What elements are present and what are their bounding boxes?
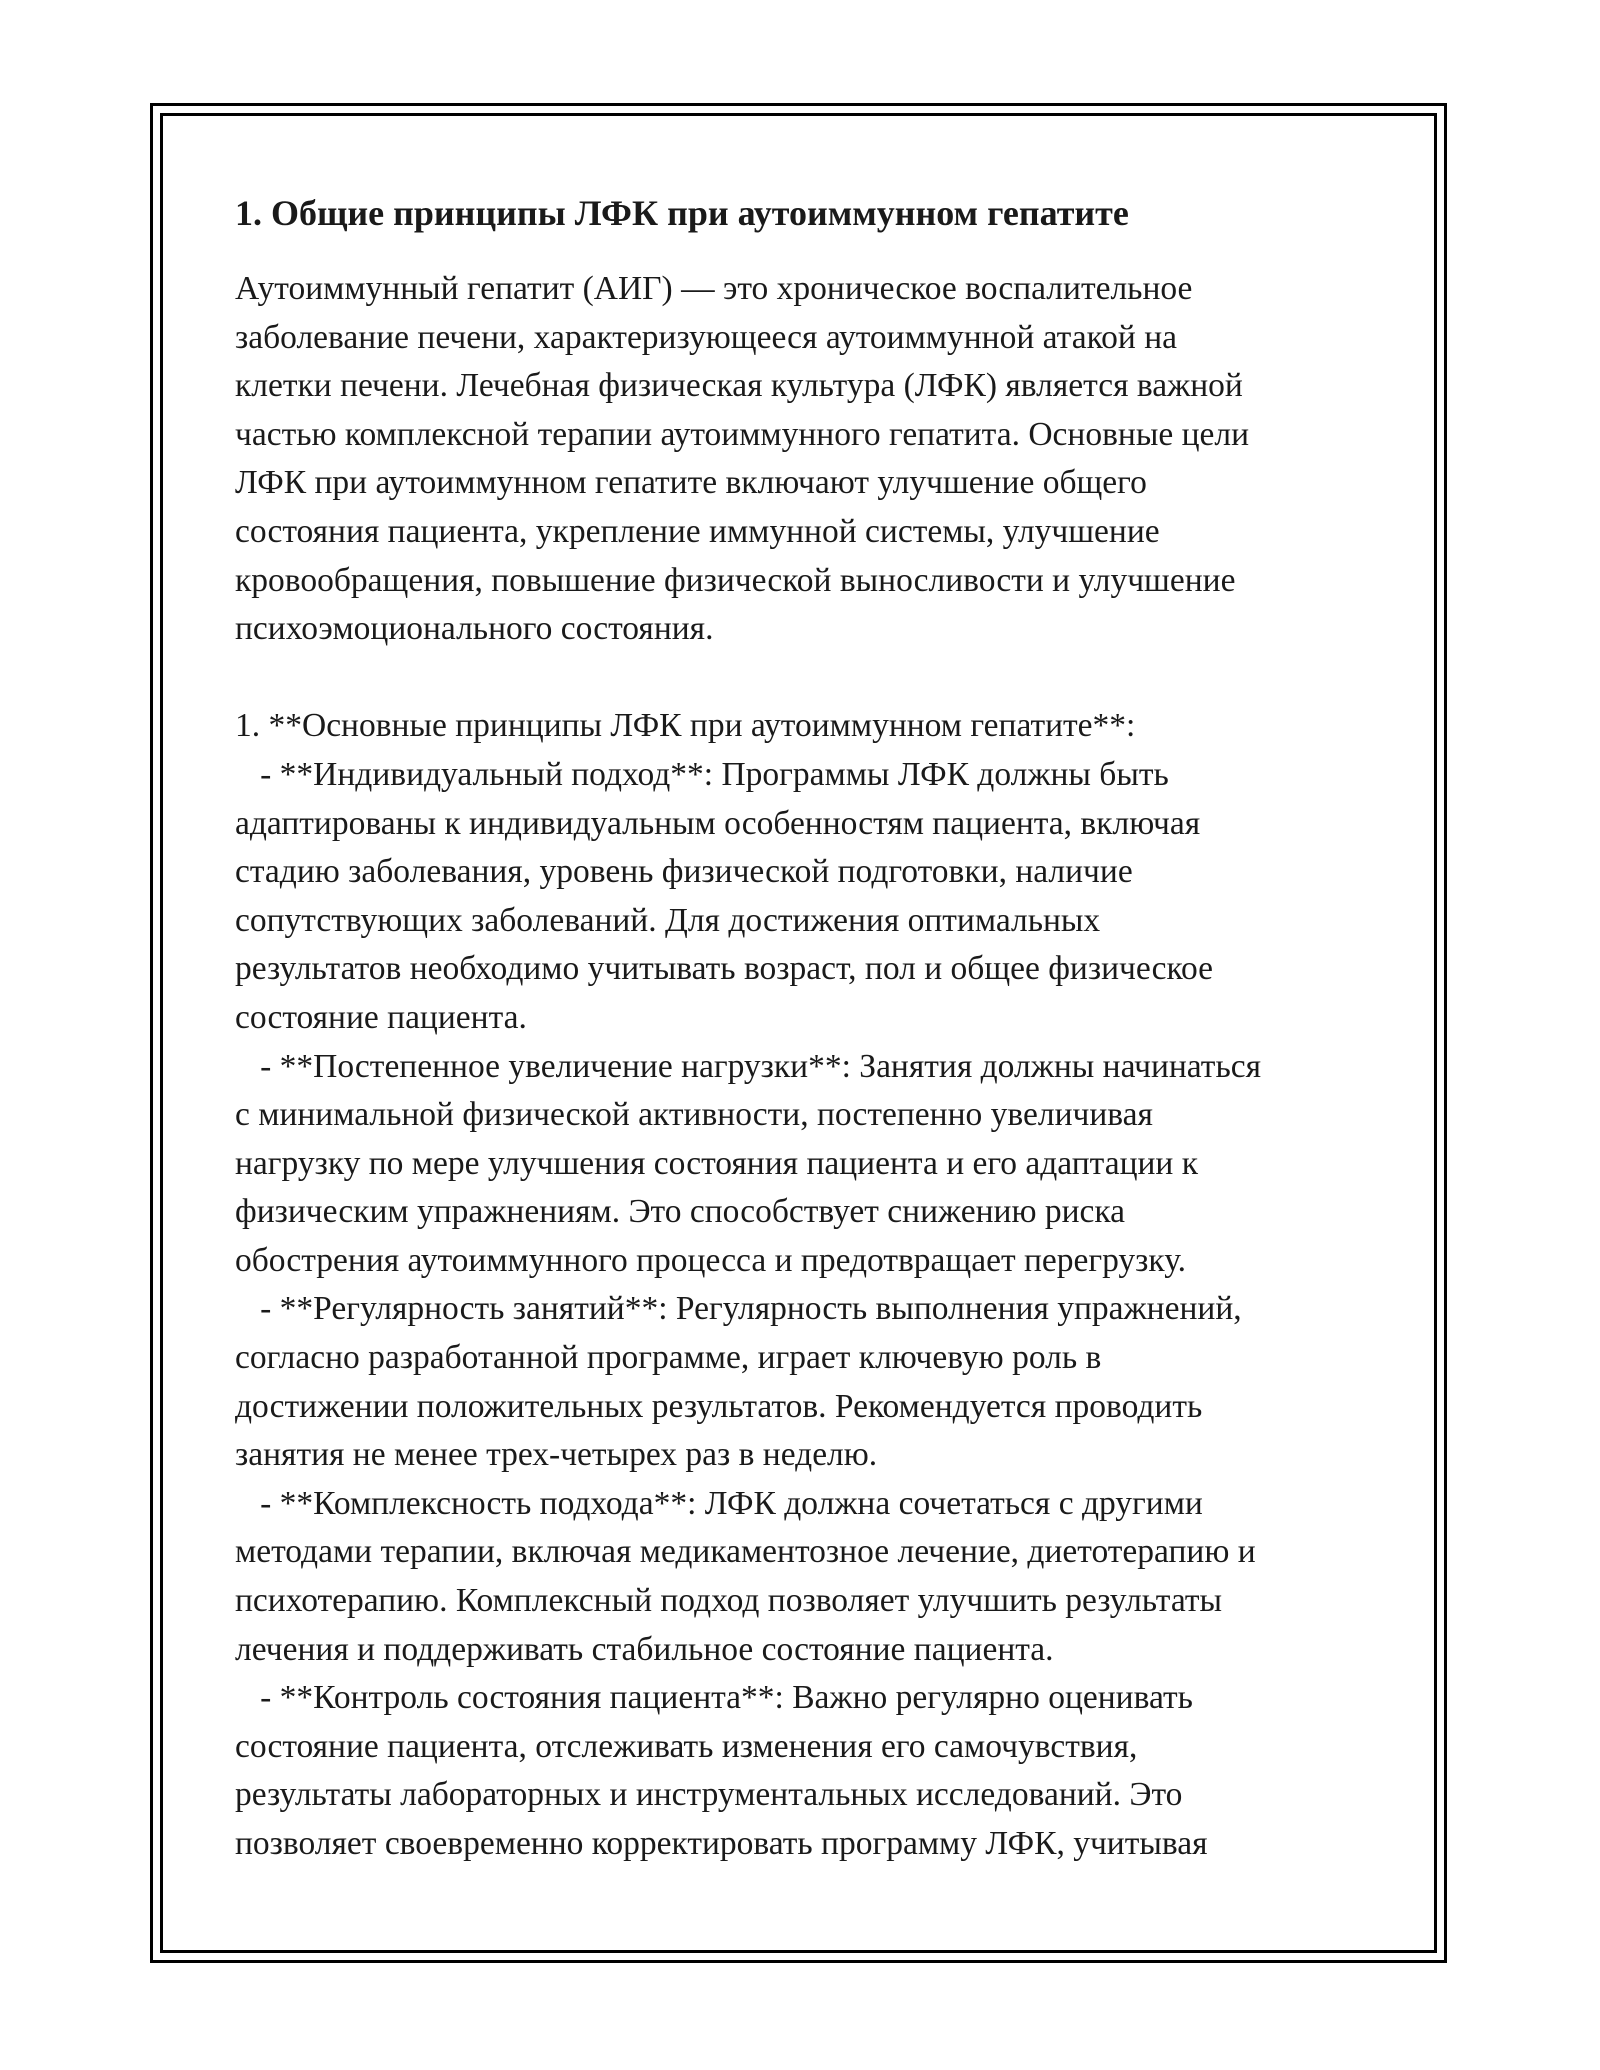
list-item-line: - **Индивидуальный подход**: Программы ЛФК должны быть	[235, 755, 1169, 793]
text-line: позволяет своевременно корректировать программу ЛФК, учитывая	[235, 1825, 1208, 1862]
text-line: стадию заболевания, уровень физической подготовки, наличие	[235, 853, 1133, 891]
text-line: ЛФК при аутоиммунном гепатите включают улучшение общего	[235, 464, 1147, 502]
list-item-line: - **Комплексность подхода**: ЛФК должна сочетаться с другими	[235, 1484, 1203, 1522]
text-line: заболевание печени, характеризующееся аутоиммунной атакой на	[235, 318, 1178, 356]
list-item-line: - **Постепенное увеличение нагрузки**: Занятия должны начинаться	[235, 1047, 1262, 1085]
principles-list	[235, 702, 1385, 1868]
text-line: занятия не менее трех-четырех раз в неделю.	[235, 1436, 878, 1474]
text-line: лечения и поддерживать стабильное состояние пациента.	[235, 1630, 1054, 1668]
text-line: клетки печени. Лечебная физическая культура (ЛФК) является важной	[235, 367, 1243, 405]
text-line: Аутоиммунный гепатит (АИГ) — это хроническое воспалительное	[235, 270, 1193, 307]
text-line: методами терапии, включая медикаментозное лечение, диетотерапию и	[235, 1533, 1256, 1571]
text-line: состояние пациента, отслеживать изменения его самочувствия,	[235, 1727, 1138, 1765]
text-line: сопутствующих заболеваний. Для достижения оптимальных	[235, 901, 1101, 939]
text-line: результаты лабораторных и инструментальных исследований. Это	[235, 1776, 1183, 1814]
text-line: результатов необходимо учитывать возраст, пол и общее физическое	[235, 950, 1214, 988]
document-body	[235, 183, 1385, 1869]
text-line: обострения аутоиммунного процесса и предотвращает перегрузку.	[235, 1241, 1186, 1279]
list-heading-line: 1. **Основные принципы ЛФК при аутоиммунном гепатите**:	[235, 707, 1136, 745]
text-line: состояния пациента, укрепление иммунной системы, улучшение	[235, 512, 1160, 550]
text-line: физическим упражнениям. Это способствует снижению риска	[235, 1193, 1126, 1231]
page-title: 1. Общие принципы ЛФК при аутоиммунном гепатите	[235, 193, 1129, 233]
text-line: психоэмоционального состояния.	[235, 610, 714, 648]
text-line: частью комплексной терапии аутоиммунного гепатита. Основные цели	[235, 415, 1250, 453]
text-line: состояние пациента.	[235, 998, 527, 1036]
paragraph-gap	[235, 654, 1385, 703]
intro-paragraph	[235, 265, 1385, 654]
list-item-line: - **Контроль состояния пациента**: Важно регулярно оценивать	[235, 1679, 1193, 1717]
text-line: нагрузку по мере улучшения состояния пациента и его адаптации к	[235, 1144, 1199, 1182]
text-line: с минимальной физической активности, постепенно увеличивая	[235, 1096, 1153, 1134]
list-item-line: - **Регулярность занятий**: Регулярность выполнения упражнений,	[235, 1290, 1242, 1328]
text-line: достижении положительных результатов. Рекомендуется проводить	[235, 1387, 1203, 1425]
text-line: согласно разработанной программе, играет ключевую роль в	[235, 1339, 1102, 1377]
text-line: адаптированы к индивидуальным особенностям пациента, включая	[235, 804, 1201, 842]
text-line: кровообращения, повышение физической выносливости и улучшение	[235, 561, 1236, 599]
text-line: психотерапию. Комплексный подход позволяет улучшить результаты	[235, 1582, 1222, 1620]
